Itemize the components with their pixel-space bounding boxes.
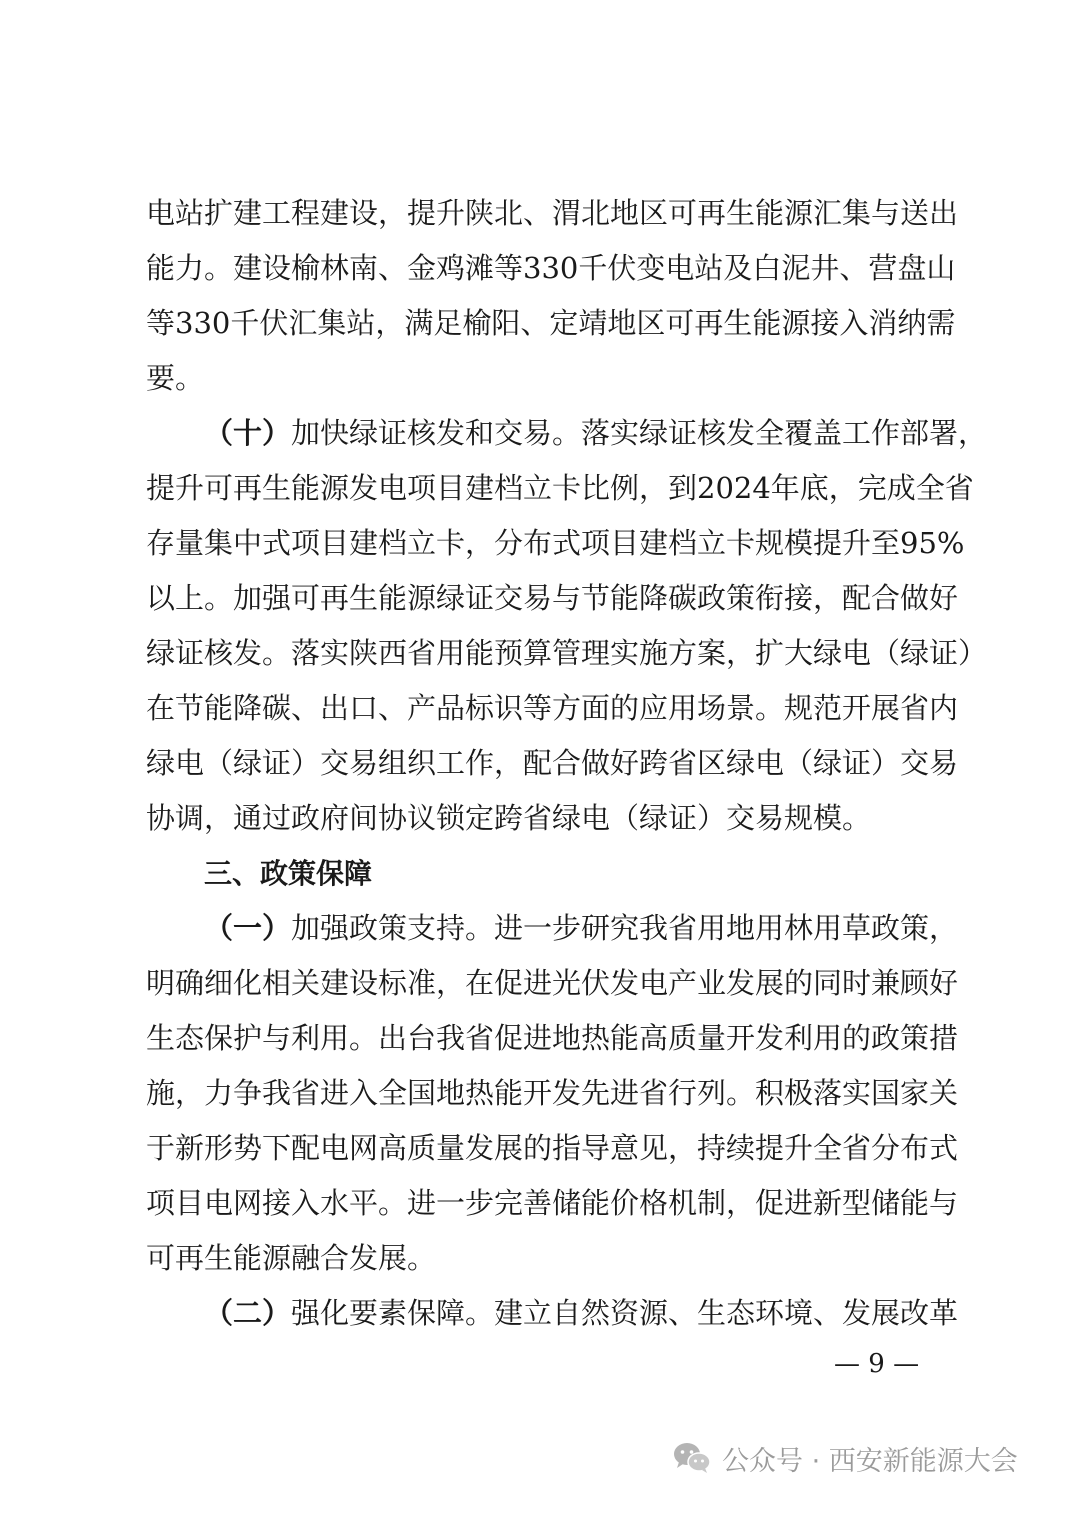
text-line: 生态保护与利用。出台我省促进地热能高质量开发利用的政策措 bbox=[146, 1021, 959, 1055]
text-line: 绿电（绿证）交易组织工作，配合做好跨省区绿电（绿证）交易 bbox=[146, 746, 959, 780]
text-line: 在节能降碳、出口、产品标识等方面的应用场景。规范开展省内 bbox=[146, 691, 959, 725]
paragraph-start-line bbox=[146, 406, 988, 461]
paragraph-start-line bbox=[146, 1286, 959, 1341]
text-line: 绿证核发。落实陕西省用能预算管理实施方案，扩大绿电（绿证） bbox=[146, 636, 988, 670]
item-number: （十） bbox=[204, 416, 292, 450]
text-line: 加快绿证核发和交易。落实绿证核发全覆盖工作部署， bbox=[291, 416, 988, 450]
page-number: — 9 — bbox=[834, 1349, 920, 1379]
text-line: 协调，通过政府间协议锁定跨省绿电（绿证）交易规模。 bbox=[146, 801, 872, 835]
document-body bbox=[146, 186, 988, 1341]
text-line: 以上。加强可再生能源绿证交易与节能降碳政策衔接，配合做好 bbox=[146, 581, 959, 615]
text-line: 施，力争我省进入全国地热能开发先进省行列。积极落实国家关 bbox=[146, 1076, 959, 1110]
text-line: 电站扩建工程建设，提升陕北、渭北地区可再生能源汇集与送出 bbox=[146, 196, 959, 230]
text-line: 提升可再生能源发电项目建档立卡比例，到2024年底，完成全省 bbox=[146, 471, 974, 505]
text-line: 强化要素保障。建立自然资源、生态环境、发展改革 bbox=[291, 1296, 959, 1330]
watermark bbox=[672, 1434, 1018, 1482]
text-line: 于新形势下配电网高质量发展的指导意见，持续提升全省分布式 bbox=[146, 1131, 959, 1165]
text-line: 等330千伏汇集站，满足榆阳、定靖地区可再生能源接入消纳需 bbox=[146, 306, 956, 340]
text-line: 要。 bbox=[146, 361, 205, 395]
text-line: 可再生能源融合发展。 bbox=[146, 1241, 437, 1275]
section-heading: 三、政策保障 bbox=[204, 857, 373, 890]
watermark-text: 公众号 · 西安新能源大会 bbox=[722, 1445, 1018, 1477]
item-number: （二） bbox=[204, 1296, 292, 1330]
item-number: （一） bbox=[204, 911, 292, 945]
text-line: 加强政策支持。进一步研究我省用地用林用草政策， bbox=[291, 911, 959, 945]
text-line: 明确细化相关建设标准，在促进光伏发电产业发展的同时兼顾好 bbox=[146, 966, 959, 1000]
text-line: 存量集中式项目建档立卡，分布式项目建档立卡规模提升至95% bbox=[146, 526, 965, 560]
text-line: 能力。建设榆林南、金鸡滩等330千伏变电站及白泥井、营盘山 bbox=[146, 251, 956, 285]
wechat-icon bbox=[672, 1441, 712, 1475]
text-line: 项目电网接入水平。进一步完善储能价格机制，促进新型储能与 bbox=[146, 1186, 959, 1220]
paragraph-start-line bbox=[146, 901, 959, 956]
